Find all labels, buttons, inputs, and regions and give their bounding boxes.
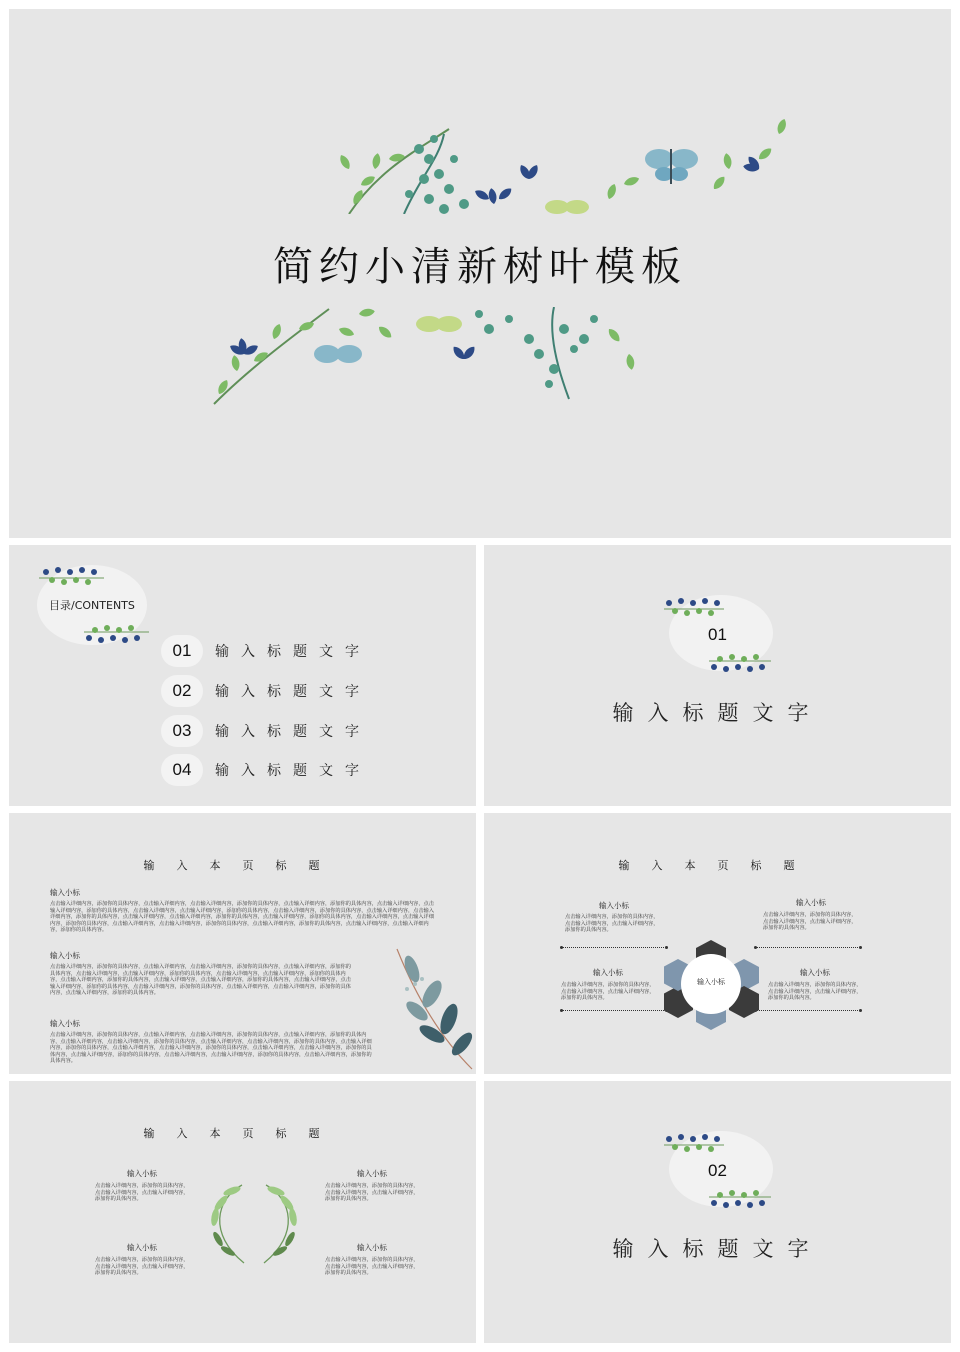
eucalyptus-branch-icon [387, 939, 476, 1074]
divider [562, 947, 666, 948]
butterfly-icon [645, 149, 698, 184]
toc-item-text: 输入标题文字 [215, 763, 371, 779]
toc-item-text: 输入标题文字 [215, 644, 371, 660]
section-slide-02 [484, 1081, 951, 1343]
block-body: 点击输入详细内容，添加你的具体内容，点击输入详细内容，点击输入详细内容，添加你的具体内容，点击输入详细内容，添加你的具体内容，点击输入详细内容，点击输入详细内容，添加你的具体内容，点击输入详细内容，点击输入详细内容，添加你的具体内容，点击输入详细内容，添加你的具体内容，点击输入详细内容，点击输入详细内容，添加你的具体内容，点击输入详细内容，点击输入详细内容，添加你的具体内容，点击输入详细内容，添加你的具体内容，点击输入详细内容，点击输入详细内容，添加你的具体内容，点击输入详细内容，添加你的具体内容。 [50, 1032, 372, 1065]
block-body: 点击输入详细内容，添加你的具体内容，点击输入详细内容，点击输入详细内容，添加你的具体内容，点击输入详细内容，添加你的具体内容，点击输入详细内容，点击输入详细内容，添加你的具体内容，点击输入详细内容，点击输入详细内容，添加你的具体内容，点击输入详细内容，添加你的具体内容，点击输入详细内容，点击输入详细内容，添加你的具体内容，点击输入详细内容，点击输入详细内容，添加你的具体内容，点击输入详细内容，添加你的具体内容，点击输入详细内容，点击输入详细内容，添加你的具体内容，点击输入详细内容，添加你的具体内容。 [50, 964, 351, 997]
toc-item-number: 02 [161, 675, 203, 707]
block-subtitle: 输入小标 [50, 888, 80, 897]
section-number: 01 [708, 625, 727, 644]
toc-item-number: 03 [161, 715, 203, 747]
section-number: 02 [708, 1161, 727, 1180]
block-body: 点击输入详细内容，添加你的具体内容，点击输入详细内容，点击输入详细内容，添加你的具体内容。 [325, 1183, 419, 1203]
block-body: 点击输入详细内容，添加你的具体内容，点击输入详细内容，点击输入详细内容，添加你的具体内容。 [763, 912, 857, 932]
toc-item-text: 输入标题文字 [215, 724, 371, 740]
block-subtitle: 输入小标 [599, 901, 629, 910]
block-subtitle: 输入小标 [127, 1243, 157, 1252]
divider [756, 947, 860, 948]
wreath-slide [9, 1081, 476, 1343]
section-slide-01 [484, 545, 951, 806]
section-title: 输入标题文字 [612, 1237, 823, 1261]
toc-item-number: 04 [161, 754, 203, 786]
block-body: 点击输入详细内容，添加你的具体内容，点击输入详细内容，点击输入详细内容，添加你的具体内容。 [95, 1183, 189, 1203]
block-subtitle: 输入小标 [127, 1169, 157, 1178]
block-subtitle: 输入小标 [796, 898, 826, 907]
block-body: 点击输入详细内容，添加你的具体内容，点击输入详细内容，点击输入详细内容，添加你的具体内容。 [768, 982, 862, 1002]
block-subtitle: 输入小标 [50, 951, 80, 960]
divider-dot [859, 1009, 862, 1012]
block-subtitle: 输入小标 [593, 968, 623, 977]
page-title: 输入本页标题 [618, 859, 817, 872]
section-title: 输入标题文字 [612, 701, 823, 725]
block-body: 点击输入详细内容，添加你的具体内容，点击输入详细内容，点击输入详细内容，添加你的具体内容。 [561, 982, 655, 1002]
divider-dot [560, 946, 563, 949]
divider-dot [859, 946, 862, 949]
hexagon-diagram-slide [484, 813, 951, 1074]
block-subtitle: 输入小标 [50, 1019, 80, 1028]
cover-slide [9, 9, 951, 538]
block-subtitle: 输入小标 [800, 968, 830, 977]
divider [756, 1010, 860, 1011]
block-body: 点击输入详细内容，添加你的具体内容，点击输入详细内容，点击输入详细内容，添加你的具体内容。 [95, 1257, 189, 1277]
toc-item-number: 01 [161, 635, 203, 667]
block-subtitle: 输入小标 [357, 1169, 387, 1178]
block-subtitle: 输入小标 [357, 1243, 387, 1252]
block-body: 点击输入详细内容，添加你的具体内容，点击输入详细内容，点击输入详细内容，添加你的具体内容。 [325, 1257, 419, 1277]
cover-title: 简约小清新树叶模板 [273, 244, 687, 290]
block-body: 点击输入详细内容，添加你的具体内容，点击输入详细内容，点击输入详细内容，添加你的具体内容，点击输入详细内容，添加你的具体内容，点击输入详细内容，点击输入详细内容，添加你的具体内容，点击输入详细内容，点击输入详细内容，添加你的具体内容，点击输入详细内容，添加你的具体内容，点击输入详细内容，点击输入详细内容，添加你的具体内容，点击输入详细内容，点击输入详细内容，添加你的具体内容，点击输入详细内容，添加你的具体内容，点击输入详细内容，点击输入详细内容，添加你的具体内容，点击输入详细内容，点击输入详细内容，添加你的具体内容，点击输入详细内容，添加你的具体内容，点击输入详细内容，点击输入详细内容，添加你的具体内容。 [50, 901, 434, 934]
toc-label: 目录/CONTENTS [49, 599, 135, 612]
page-title: 输入本页标题 [143, 1127, 342, 1140]
hexagon-center-label: 输入小标 [697, 978, 725, 986]
leaf-wreath-icon [204, 1179, 304, 1271]
divider-dot [560, 1009, 563, 1012]
toc-slide [9, 545, 476, 806]
divider [562, 1010, 666, 1011]
toc-item-text: 输入标题文字 [215, 684, 371, 700]
page-title: 输入本页标题 [143, 859, 342, 872]
text-content-slide [9, 813, 476, 1074]
block-body: 点击输入详细内容，添加你的具体内容，点击输入详细内容，点击输入详细内容，添加你的具体内容。 [565, 914, 659, 934]
